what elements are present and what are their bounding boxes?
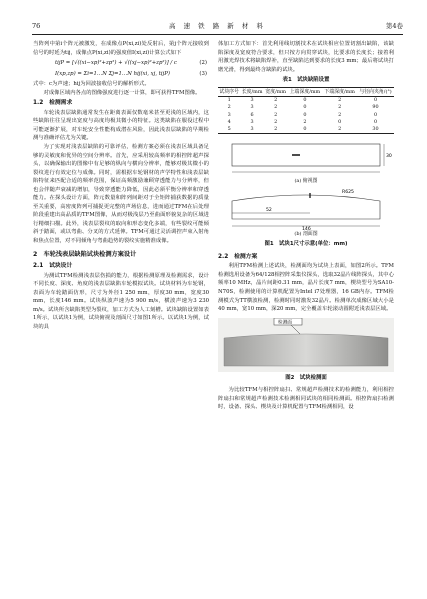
- equation-number: (3): [199, 70, 207, 77]
- table-row: [218, 104, 394, 111]
- top-view-drawing: [218, 138, 394, 178]
- figure-1: [218, 138, 394, 249]
- table-cell: 2: [338, 97, 342, 104]
- table-row: [218, 126, 394, 134]
- figure-1-caption: 图1 试块1尺寸示意(单位：mm): [264, 241, 348, 248]
- table-cell: 2: [338, 111, 342, 118]
- table-header-cell: 长度/mm: [241, 88, 263, 95]
- paragraph: 利用TFM检测上述试块，检测面均为试块上表面，如图2所示。TFM检测选用设备为64/128相控阵采集仪探头，选取32晶片线阵探头，其中心频率10 MHz，晶片间距0.31 mm，晶片长度7 mm，楔块型号为SA10-N70S，检测使用的计算机配置为Intel i7处理器，16 GB内存。TFM检测模式为TT横波检测，检测时同时激发32晶片。检测单次成像区域大小是40 mm，宽10 mm，深20 mm，完全覆盖车轮滚动圆附近浅表层区域。: [218, 263, 394, 313]
- table-cell: 0: [303, 104, 307, 111]
- section-heading-2: 2 车轮浅表层缺陷试块检测方案设计: [33, 250, 137, 258]
- width-dimension-text: 30: [386, 154, 392, 160]
- table-cell: 0: [373, 118, 378, 125]
- table-cell: 2: [274, 97, 278, 104]
- table-cell: 5: [218, 126, 240, 134]
- table-cell: 2: [338, 104, 342, 111]
- block-outline-section: [232, 195, 380, 219]
- defect-table: [218, 87, 394, 135]
- paragraph: 体加工方式如下：首先利用线切割技术在试块相应位置切割出缺陷，该缺陷深度及宽度符合要求，但只按方向贯穿试块，比要求的长度长；接着利用激光焊技术将缺陷焊补，直至缺陷达到要求的长度3 mm；最后将试块打磨光滑，得到最终含缺陷的试块。: [218, 41, 394, 73]
- section-view-drawing: [218, 185, 394, 231]
- table-header-cell: 上端深度/mm: [288, 87, 323, 97]
- table-cell: 30: [357, 126, 394, 134]
- equation-3: [33, 70, 209, 79]
- table-cell: 1: [227, 97, 231, 104]
- table-cell: 4: [227, 118, 231, 125]
- table-header-cell: 下端深度/mm: [322, 87, 357, 97]
- radius-dimension-text: R625: [342, 190, 354, 196]
- table-cell: 0: [373, 97, 378, 104]
- equation-number: (2): [199, 60, 207, 67]
- table-cell: 3: [227, 111, 231, 118]
- table-cell: 0: [338, 118, 342, 125]
- paragraph: 车轮浅表层缺陷通常发生在距离表面仅数毫米甚至更浅的区域内，这些缺陷往往呈现出宽度与高度均极其微小的特征。这类缺陷在服役过程中可能逐渐扩展，对车轮安全性能构成潜在风险，因此浅表层缺陷的早期检测与准确评估尤为关键。: [33, 109, 209, 142]
- paragraph: 当阵列中第i个阵元被激发，在成像点P(xi,zi)处反射后，第j个阵元接收到信号的时延为tij，成像点P(xi,zi)的强度值I(xi,zi)计算公式如下: [33, 41, 209, 56]
- volume-label: 第4卷: [385, 22, 403, 30]
- right-column: [218, 40, 394, 412]
- table-cell: 0: [303, 111, 307, 118]
- equation-expression: tijP = [√((xi−xp)²+zp²) + √((xj−xp)²+zp²)] / c: [55, 60, 177, 67]
- paragraph: 为比较TFM与相控阵扇扫、常规超声检测技术的检测能力，利用相控阵扇扫和常规超声检测技术检测相同试块的相同检测面。相控阵扇扫检测时，设备、探头、楔块及计算机配置与TFM检测相同，设: [218, 387, 394, 411]
- table-row: [218, 112, 394, 119]
- table-row: [218, 119, 394, 126]
- table-row: [218, 97, 394, 105]
- specimen-block: [224, 334, 388, 366]
- table-cell: 6: [250, 111, 254, 118]
- table-cell: 0: [303, 97, 307, 104]
- paragraph: 为了实现对浅表层缺陷的可靠评估，检测方案必须在浅表区域具备足够的灵敏度和优异的空间分辨率。首先，应采用较高频率的相控阵超声探头，以确保输出的图像中有足够的纵向与横向分辨率，能够对极其微小的裂纹进行有效定位与成像。同时，需根据车轮钢材的声学特性和浅表层缺陷特征来匹配合适的频率范围，保证高频激励兼顾穿透能力与分辨率，但也会伴随声衰减的增加，导致穿透能力降低，因此必须平衡分辨率和穿透能力。在探头设计方面，阵元数量和阵列间距对于全矩阵捕获数据的质量至关重要，高密度阵列可捕捉更完整的声场信息，进而通过TFM在后处理阶段重建出高品质的TFM图像，从而对极浅层乃至曲面形貌复杂的区域进行精细扫描。此外，浅表层裂纹的取向和形态变化多端，有些裂纹可能倾斜于踏面，或以弯曲、分叉的方式延伸。TFM可通过灵活调控声束入射角和焦点位置，对不同倾角与弯曲趋势的裂纹实施精准成像。: [33, 144, 209, 245]
- length-dimension-text: 146: [302, 227, 311, 232]
- table-cell: 2: [227, 104, 231, 111]
- paragraph: 式中：c为声速；hij为回波接收信号的解析形式。: [33, 81, 150, 88]
- equation-expression: I(xp,zp) = Σi=1…N Σj=1…N hij(xi, xj, tijP): [55, 70, 170, 77]
- table-cell: 3: [250, 118, 254, 125]
- specimen-photo: [218, 318, 394, 372]
- table-cell: 2: [322, 126, 357, 134]
- table-title: 表1 试块缺陷设置: [282, 77, 330, 84]
- figure-2-caption: 图2 试块检测面: [285, 374, 327, 381]
- page-header: [32, 20, 403, 35]
- table-cell: 2: [274, 104, 278, 111]
- table-cell: 0: [288, 126, 323, 134]
- table-header-cell: 试块序号: [219, 88, 239, 95]
- table-cell: 3: [250, 97, 254, 104]
- table-header-cell: 与径向夹角/(°): [357, 87, 394, 97]
- table-header-row: [218, 87, 394, 97]
- section-heading-2-2: 2.2 检测方案: [218, 253, 258, 260]
- table-cell: 2: [303, 118, 307, 125]
- table-cell: 2: [274, 118, 278, 125]
- table-cell: 3: [250, 104, 254, 111]
- left-column: [33, 40, 209, 332]
- table-cell: 3: [240, 126, 264, 134]
- table-cell: 90: [372, 104, 379, 111]
- table-cell: 2: [264, 126, 288, 134]
- section-heading-2-1: 2.1 试块设计: [33, 263, 73, 270]
- block-outline-top: [232, 144, 380, 166]
- equation-2: [33, 59, 209, 68]
- position-dimension-text: 52: [266, 208, 272, 214]
- page-number: 76: [32, 22, 41, 30]
- table-header-cell: 宽度/mm: [265, 88, 287, 95]
- specimen-photo-drawing: [218, 318, 394, 372]
- subcaption-a: (a) 俯视图: [294, 178, 318, 185]
- inspection-surface-label: 检测面: [278, 320, 292, 326]
- section-heading-1-2: 1.2 检测需求: [33, 100, 73, 107]
- journal-title: 高 速 铁 路 新 材 料: [169, 22, 266, 30]
- paragraph: 对成像区域内各点的图像强度进行逐一计算，即可获得TFM图像。: [43, 89, 201, 96]
- table-cell: 2: [274, 111, 278, 118]
- subcaption-b: (b) 剖面图: [294, 231, 318, 238]
- paragraph: 为测试TFM检测浅表层伤损的能力，根据检测原理及检测需求，设计不同长度、深度、角度的浅表层缺陷车轮模拟试块。试块材料为车轮钢，表面为车轮踏面仿形，尺寸为外径1 250 mm，厚度30 mm，宽度30 mm，长度146 mm。试块纵波声速为5 900 m/s，横波声速为3 230 m/s。试块所含缺陷类型为裂纹，加工方式为人工刻槽。试块缺陷设置如表1所示，以试块1为例，试块俯视及剖面尺寸如图1所示。以试块1为例，试块的具: [33, 272, 209, 330]
- table-cell: 0: [373, 111, 378, 118]
